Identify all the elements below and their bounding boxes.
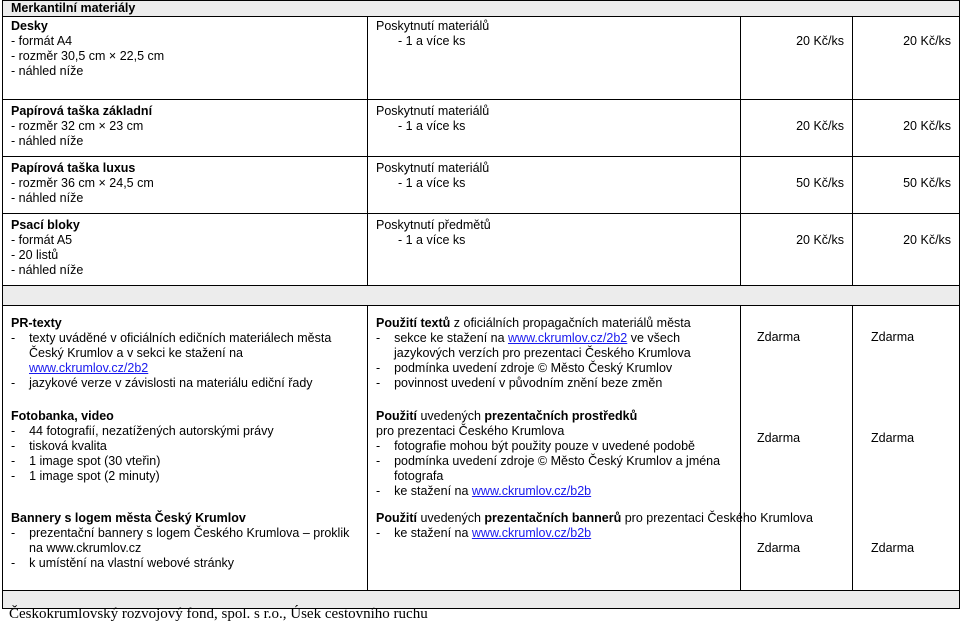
foto-use-link[interactable]: www.ckrumlov.cz/b2b — [471, 484, 592, 498]
foto-item-2: - tisková kvalita — [11, 439, 107, 453]
bannery-row — [3, 507, 960, 591]
banner-title: Bannery s logem města Český Krumlov — [11, 511, 246, 525]
foto-item-3: - 1 image spot (30 vteřin) — [11, 454, 161, 468]
product-row — [3, 17, 960, 100]
provision-line: - 1 a více ks — [398, 34, 466, 48]
price-1: 20 Kč/ks — [796, 233, 844, 247]
product-detail: - rozměr 32 cm × 23 cm — [11, 119, 144, 133]
product-detail: - náhled níže — [11, 263, 84, 277]
foto-use-1: - fotografie mohou být použity pouze v uvedené podobě — [376, 439, 695, 453]
pr-use-link[interactable]: www.ckrumlov.cz/2b2 — [508, 331, 628, 345]
foto-use-title: Použití uvedených prezentačních prostředků — [376, 409, 638, 423]
banner-item-1: - prezentační bannery s logem Českého Krumlova – proklik na www.ckrumlov.cz — [11, 526, 350, 555]
product-detail: - 20 listů — [11, 248, 59, 262]
spacer-row — [3, 286, 960, 306]
pr-use-2: - podmínka uvedení zdroje © Město Český Krumlov — [376, 361, 673, 375]
banner-use-1: - ke stažení na www.ckrumlov.cz/b2b — [376, 526, 592, 540]
pr-use-title: Použití textů z oficiálních propagačních materiálů města — [376, 316, 691, 330]
foto-use-subtitle: pro prezentaci Českého Krumlova — [376, 424, 565, 438]
pr-item-1: - texty uváděné v oficiálních edičních materiálech města Český Krumlov a v sekci ke stažení na www.ckrumlov.cz/2b2 — [11, 331, 332, 375]
materials-table — [2, 0, 960, 609]
product-detail: - rozměr 30,5 cm × 22,5 cm — [11, 49, 165, 63]
foto-title: Fotobanka, video — [11, 409, 114, 423]
foto-item-1: - 44 fotografií, nezatížených autorskými právy — [11, 424, 274, 438]
pr-title: PR-texty — [11, 316, 62, 330]
section-header-row — [3, 1, 960, 17]
footer-text: Českokrumlovský rozvojový fond, spol. s r.o., Úsek cestovního ruchu — [9, 606, 428, 622]
price-2: 50 Kč/ks — [903, 176, 952, 190]
product-detail: - náhled níže — [11, 64, 84, 78]
banner-item-2: - k umístění na vlastní webové stránky — [11, 556, 235, 570]
provision-title: Poskytnutí materiálů — [376, 19, 490, 33]
pr-link[interactable]: www.ckrumlov.cz/2b2 — [29, 361, 149, 375]
product-title: Psací bloky — [11, 218, 80, 232]
price-1: 50 Kč/ks — [796, 176, 844, 190]
provision-line: - 1 a více ks — [398, 176, 466, 190]
price-1: 20 Kč/ks — [796, 34, 844, 48]
product-row — [3, 157, 960, 214]
banner-use-title: Použití uvedených prezentačních bannerů pro prezentaci Českého Krumlova — [376, 511, 813, 525]
provision-line: - 1 a více ks — [398, 119, 466, 133]
fotobanka-row — [3, 409, 960, 507]
foto-use-3: - ke stažení na www.ckrumlov.cz/b2b — [376, 484, 592, 498]
product-row — [3, 214, 960, 286]
price-1: 20 Kč/ks — [796, 119, 844, 133]
pr-price-2: Zdarma — [871, 330, 915, 344]
pr-texty-row — [3, 306, 960, 410]
pr-item-2: - jazykové verze v závislosti na materiálu ediční řady — [11, 376, 313, 390]
banner-use-link[interactable]: www.ckrumlov.cz/b2b — [471, 526, 592, 540]
provision-line: - 1 a více ks — [398, 233, 466, 247]
foto-price-2: Zdarma — [871, 431, 915, 445]
price-2: 20 Kč/ks — [903, 119, 952, 133]
provision-title: Poskytnutí materiálů — [376, 104, 490, 118]
product-title: Desky — [11, 19, 48, 33]
pr-use-3: - povinnost uvedení v původním znění beze změn — [376, 376, 663, 390]
product-detail: - formát A5 — [11, 233, 73, 247]
banner-price-1: Zdarma — [757, 541, 801, 555]
product-title: Papírová taška luxus — [11, 161, 136, 175]
pr-price-1: Zdarma — [757, 330, 801, 344]
foto-use-2: - podmínka uvedení zdroje © Město Český Krumlov a jména fotografa — [376, 454, 721, 483]
product-detail: - náhled níže — [11, 134, 84, 148]
foto-item-4: - 1 image spot (2 minuty) — [11, 469, 160, 483]
banner-price-2: Zdarma — [871, 541, 915, 555]
product-detail: - rozměr 36 cm × 24,5 cm — [11, 176, 154, 190]
pr-use-1: - sekce ke stažení na www.ckrumlov.cz/2b2 ve všech jazykových verzích pro prezentaci Českého Krumlova — [376, 331, 691, 360]
section-header: Merkantilní materiály — [11, 1, 136, 15]
price-2: 20 Kč/ks — [903, 34, 952, 48]
product-title: Papírová taška základní — [11, 104, 153, 118]
product-rows — [3, 17, 960, 286]
foto-price-1: Zdarma — [757, 431, 801, 445]
price-2: 20 Kč/ks — [903, 233, 952, 247]
product-row — [3, 100, 960, 157]
provision-title: Poskytnutí předmětů — [376, 218, 491, 232]
product-detail: - náhled níže — [11, 191, 84, 205]
product-detail: - formát A4 — [11, 34, 73, 48]
provision-title: Poskytnutí materiálů — [376, 161, 490, 175]
